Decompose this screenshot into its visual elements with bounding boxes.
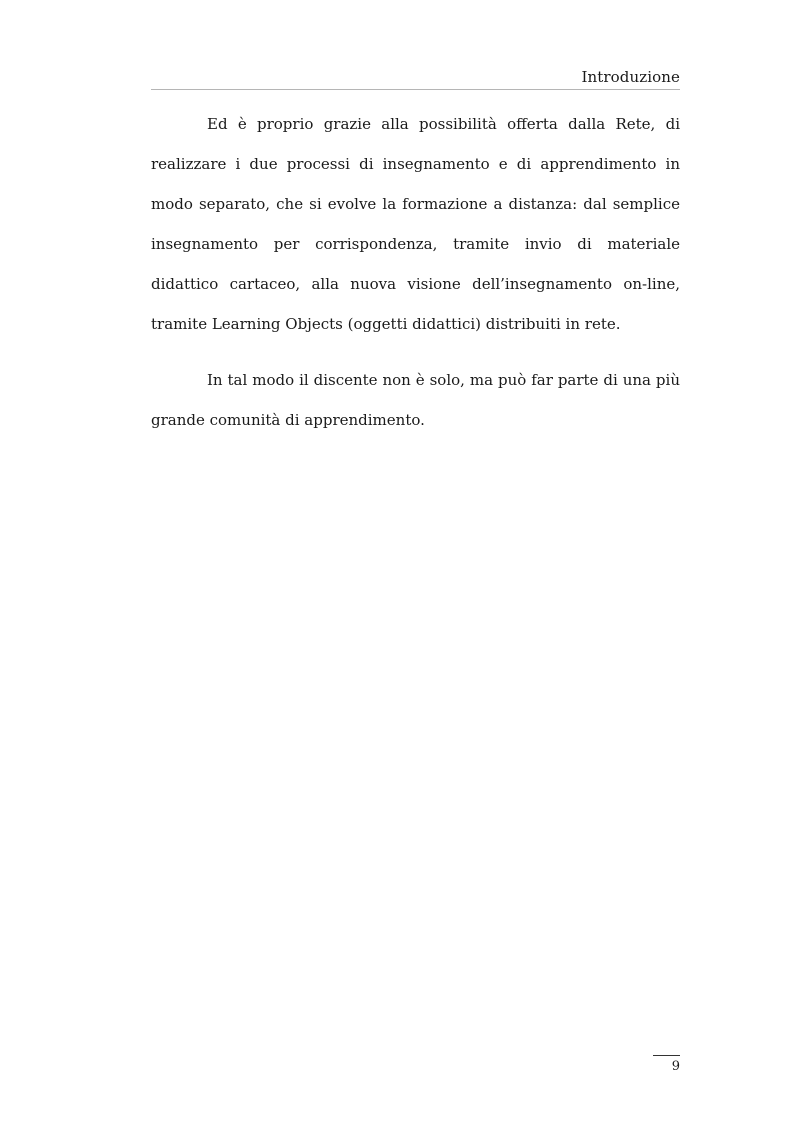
running-header-title: Introduzione: [581, 68, 680, 86]
page-number: 9: [671, 1059, 680, 1074]
paragraph-text: Ed è proprio grazie alla possibilità offerta dalla Rete, di realizzare i due processi di insegnamento e di apprendimento in modo separato, che si evolve la formazione a distanza: dal semplice insegnamento per corrispondenza, tramite invio di materiale didattico cartaceo, alla nuova visione dell’insegnamento on-line, tramite Learning Objects (oggetti didattici) distribuiti in rete.: [151, 115, 680, 333]
paragraph-text: In tal modo il discente non è solo, ma può far parte di una più grande comunità di apprendimento.: [151, 371, 680, 429]
footer-divider: [653, 1055, 680, 1056]
header-divider: [151, 89, 680, 90]
body-paragraph-2: [151, 360, 680, 440]
body-paragraph-1: [151, 104, 680, 344]
